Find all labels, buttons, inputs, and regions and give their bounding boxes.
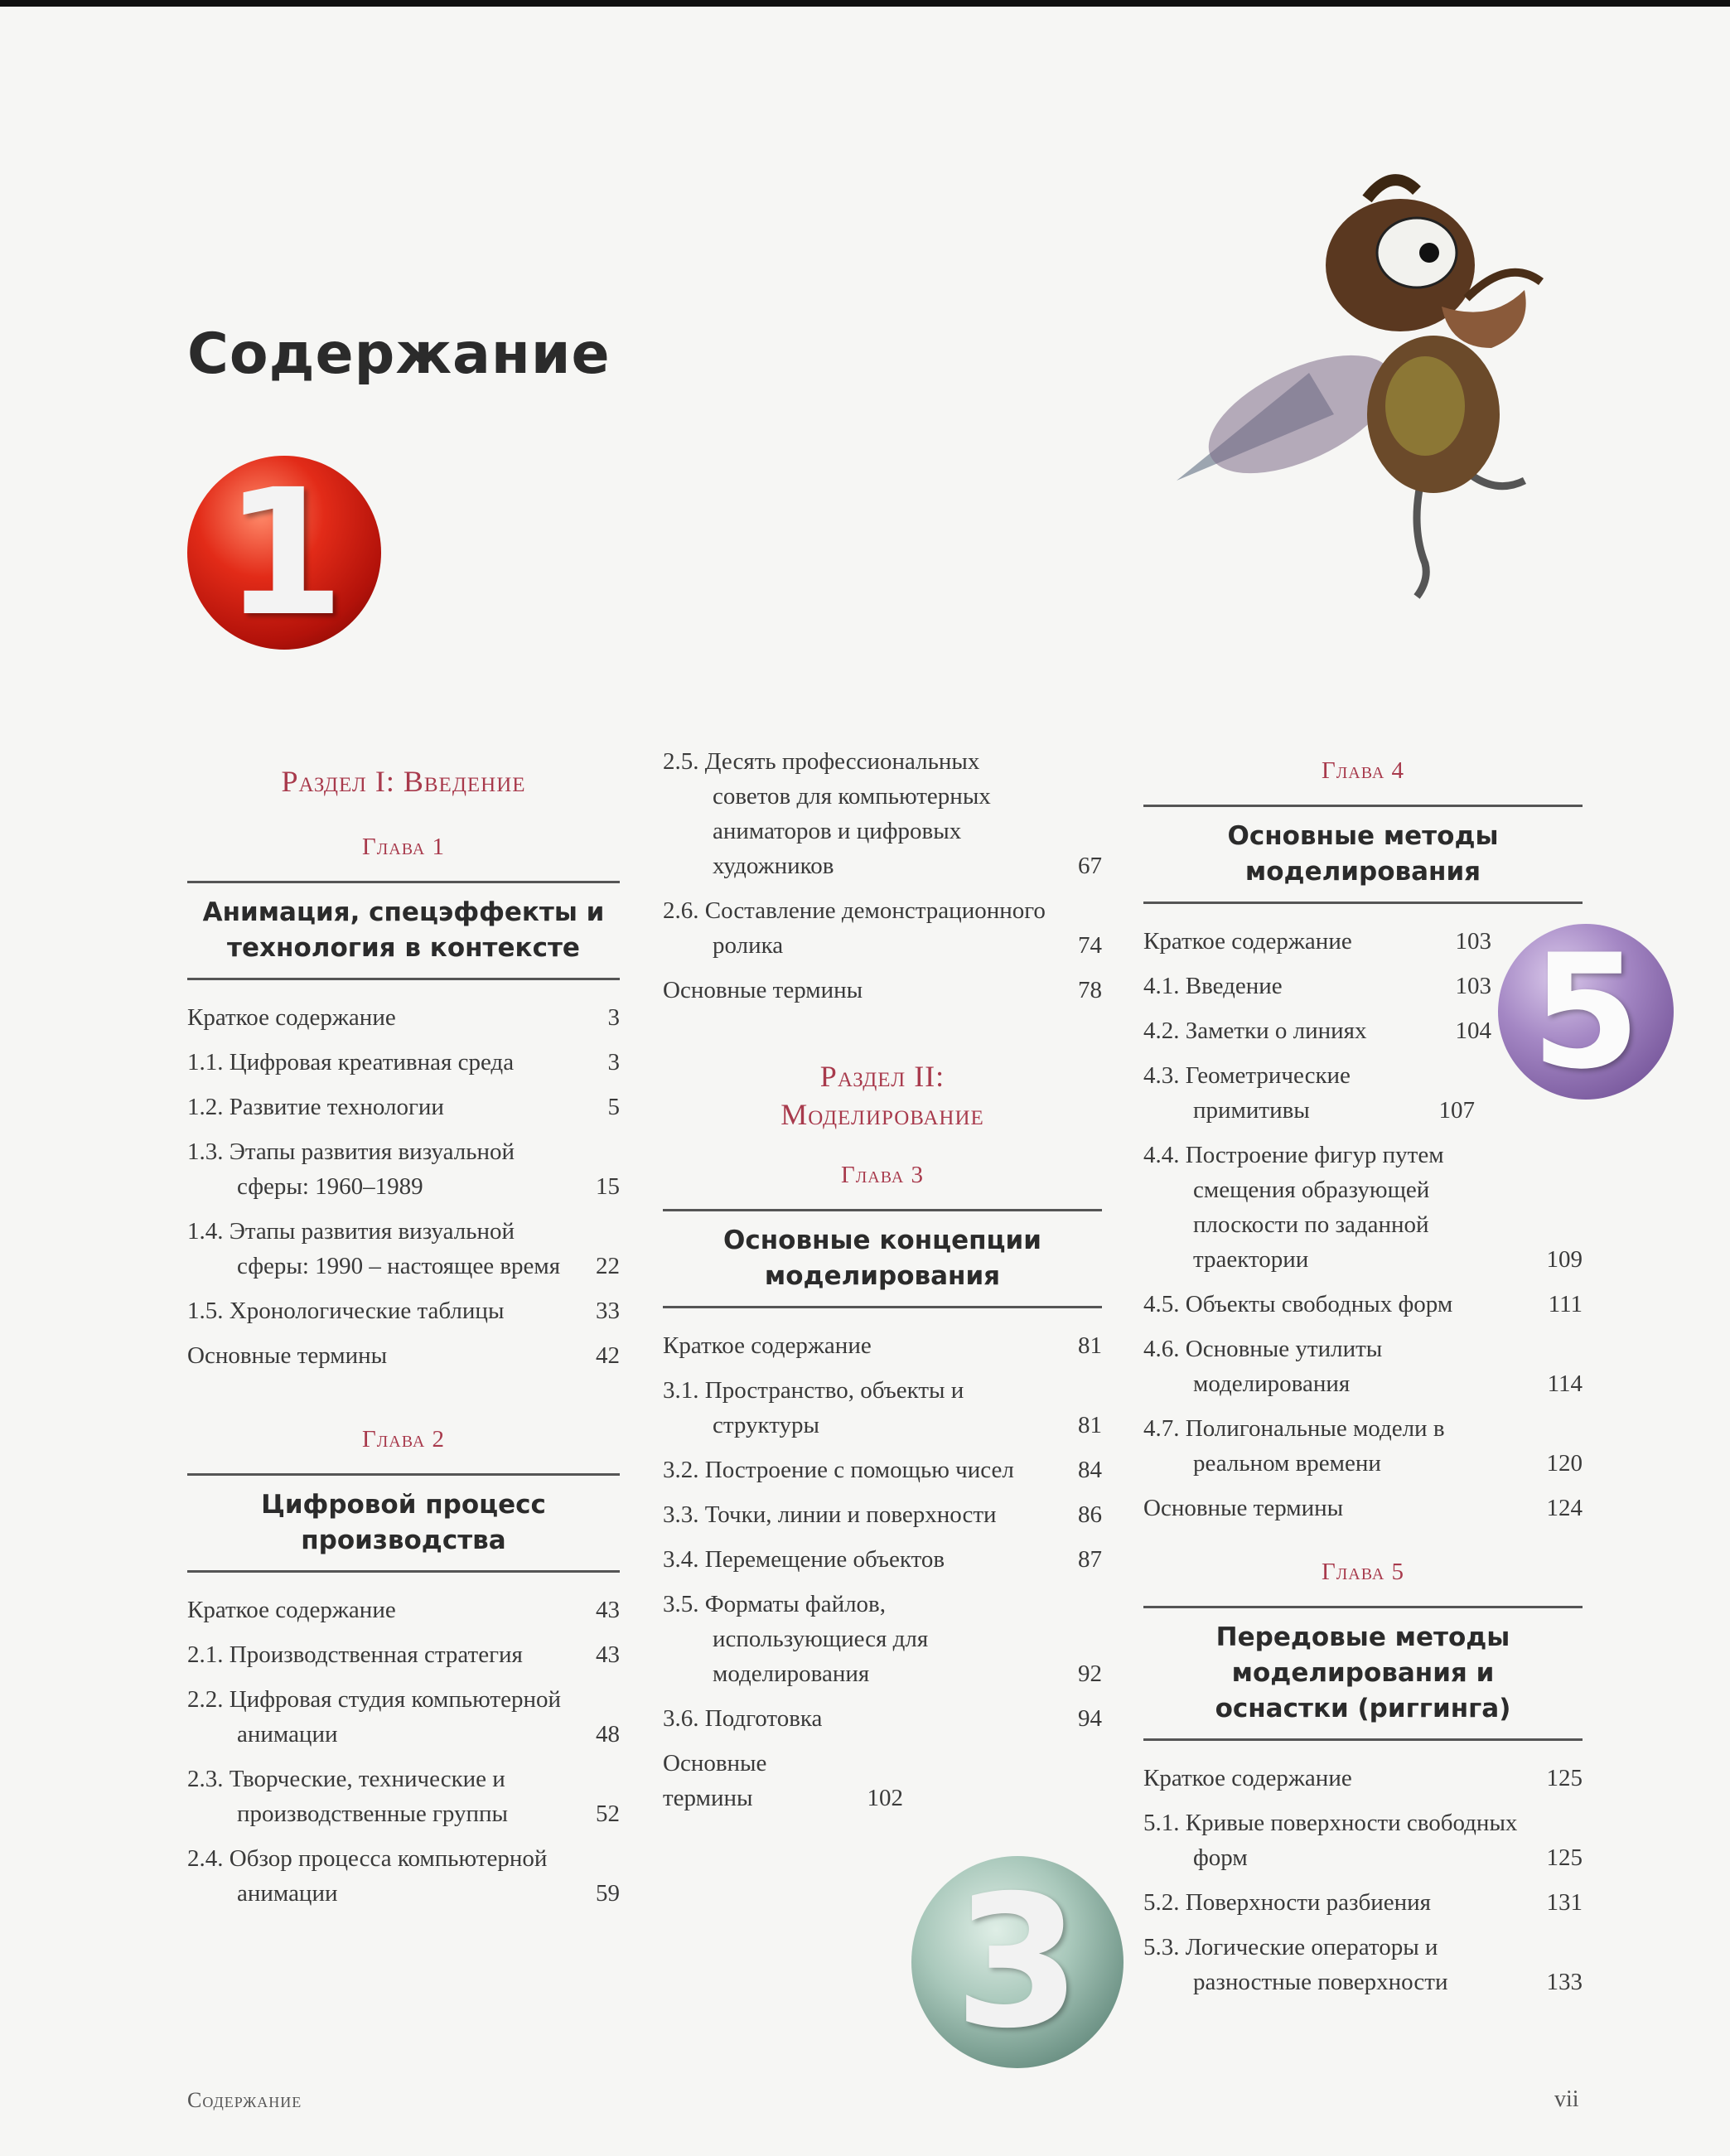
toc-entry[interactable]: 2.4. Обзор процесса компьютерной анимации 59 — [187, 1845, 620, 1907]
chapter-label: Глава 1 — [361, 834, 446, 860]
toc-entry[interactable]: 2.2. Цифровая студия компьютерной анимации 48 — [187, 1686, 620, 1748]
chapter-label: Глава 4 — [1321, 757, 1405, 784]
toc-entry[interactable]: 5.2. Поверхности разбиения 131 — [1143, 1889, 1583, 1916]
page-top-edge — [0, 0, 1730, 7]
badge-digit: 3 — [954, 1856, 1081, 2068]
toc-list — [1143, 924, 1583, 1525]
badge-digit: 1 — [223, 451, 346, 655]
toc-entry[interactable]: 4.2. Заметки о линиях 104 — [1143, 1018, 1491, 1044]
toc-entry[interactable]: 2.5. Десять профессиональных советов для компьютерных аниматоров и цифровых художников 67 — [663, 748, 1102, 879]
chapter-3-badge-icon — [911, 1856, 1124, 2068]
toc-entry[interactable]: Краткое содержание 43 — [187, 1597, 620, 1623]
toc-entry[interactable]: 3.2. Построение с помощью чисел 84 — [663, 1457, 1102, 1483]
toc-entry[interactable]: 1.3. Этапы развития визуальной сферы: 1960–1989 15 — [187, 1138, 620, 1200]
chapter-heading — [187, 1473, 620, 1573]
toc-column-1 — [187, 746, 620, 1921]
toc-entry[interactable]: 3.1. Пространство, объекты и структуры 81 — [663, 1377, 1102, 1438]
toc-column-2 — [663, 744, 1102, 1825]
toc-entry[interactable]: Краткое содержание 125 — [1143, 1765, 1583, 1791]
chapter-heading — [1143, 805, 1583, 904]
toc-entry[interactable]: Краткое содержание 3 — [187, 1004, 620, 1031]
chapter-title: Основные концепции моделирования — [723, 1225, 1041, 1291]
toc-entry[interactable]: Краткое содержание 81 — [663, 1332, 1102, 1359]
toc-entry[interactable]: 4.5. Объекты свободных форм 111 — [1143, 1291, 1583, 1317]
toc-entry[interactable]: Основные термины 42 — [187, 1342, 620, 1369]
page-title: Содержание — [187, 321, 611, 387]
toc-entry[interactable]: 1.4. Этапы развития визуальной сферы: 1990 – настоящее время 22 — [187, 1218, 620, 1279]
section-1-badge-icon — [187, 451, 381, 655]
toc-entry[interactable]: 4.7. Полигональные модели в реальном времени 120 — [1143, 1415, 1583, 1477]
toc-entry[interactable]: 2.6. Составление демонстрационного ролика 74 — [663, 897, 1102, 959]
chapter-heading — [187, 881, 620, 980]
section-title: Раздел I: Введение — [281, 765, 526, 798]
toc-list — [663, 1328, 1102, 1815]
badge-digit: 5 — [1530, 920, 1641, 1104]
page-number: vii — [1554, 2086, 1579, 2112]
toc-entry[interactable]: 3.5. Форматы файлов, использующиеся для моделирования 92 — [663, 1591, 1102, 1687]
toc-list — [1143, 1761, 1583, 1999]
toc-entry[interactable]: 4.4. Построение фигур путем смещения образующей плоскости по заданной траектории 109 — [1143, 1142, 1583, 1273]
toc-entry[interactable]: 2.1. Производственная стратегия 43 — [187, 1641, 620, 1668]
mosquito-mascot-icon — [1177, 166, 1607, 613]
chapter-label: Глава 3 — [840, 1162, 925, 1188]
footer-running-title: Содержание — [187, 2088, 302, 2112]
toc-entry[interactable]: 1.1. Цифровая креативная среда 3 — [187, 1049, 620, 1076]
toc-list — [187, 1000, 620, 1373]
toc-entry[interactable]: 4.1. Введение 103 — [1143, 973, 1491, 999]
toc-entry[interactable]: 5.3. Логические операторы и разностные поверхности 133 — [1143, 1934, 1583, 1995]
chapter-title: Анимация, спецэффекты и технология в контексте — [202, 897, 605, 963]
chapter-label: Глава 2 — [361, 1426, 446, 1453]
toc-entry[interactable]: Основные термины 124 — [1143, 1495, 1583, 1521]
toc-entry[interactable]: Основные термины 102 — [663, 1750, 903, 1811]
toc-list — [187, 1593, 620, 1911]
toc-entry[interactable]: 1.5. Хронологические таблицы 33 — [187, 1298, 620, 1324]
toc-entry[interactable]: 1.2. Развитие технологии 5 — [187, 1094, 620, 1120]
chapter-label: Глава 5 — [1321, 1559, 1405, 1585]
toc-entry[interactable]: 3.3. Точки, линии и поверхности 86 — [663, 1501, 1102, 1528]
toc-entry[interactable]: 3.4. Перемещение объектов 87 — [663, 1546, 1102, 1573]
toc-entry[interactable]: 4.3. Геометрические примитивы 107 — [1143, 1062, 1475, 1124]
toc-entry[interactable]: 3.6. Подготовка 94 — [663, 1705, 1102, 1732]
toc-list — [663, 744, 1102, 1008]
chapter-heading — [1143, 1606, 1583, 1741]
chapter-heading — [663, 1209, 1102, 1308]
toc-column-3 — [1143, 746, 1583, 2009]
toc-entry[interactable]: Краткое содержание 103 — [1143, 928, 1491, 955]
chapter-title: Основные методы моделирования — [1227, 821, 1499, 887]
toc-entry[interactable]: Основные термины 78 — [663, 977, 1102, 1003]
section-title: Раздел II: Моделирование — [780, 1060, 984, 1131]
toc-entry[interactable]: 5.1. Кривые поверхности свободных форм 125 — [1143, 1810, 1583, 1871]
chapter-title: Цифровой процесс производства — [261, 1490, 546, 1555]
toc-entry[interactable]: 2.3. Творческие, технические и производственные группы 52 — [187, 1766, 620, 1827]
toc-entry[interactable]: 4.6. Основные утилиты моделирования 114 — [1143, 1336, 1583, 1397]
chapter-title: Передовые методы моделирования и оснастки (риггинга) — [1215, 1622, 1511, 1723]
